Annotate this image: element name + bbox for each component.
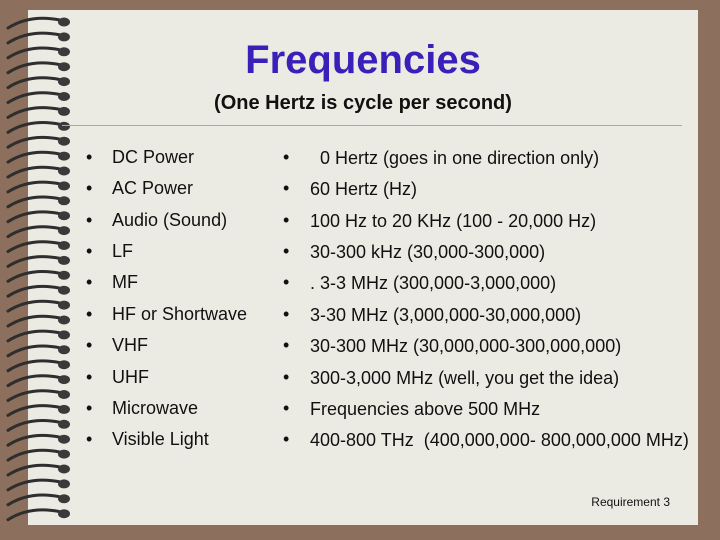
- band-label: AC Power: [112, 178, 194, 198]
- spiral-ring: [8, 182, 60, 192]
- band-label: Microwave: [112, 398, 199, 418]
- binding-hole: [58, 241, 70, 250]
- spiral-ring: [8, 331, 60, 341]
- binding-hole: [58, 345, 70, 354]
- band-label: LF: [112, 241, 134, 261]
- binding-hole: [58, 390, 70, 399]
- spiral-ring: [8, 18, 60, 28]
- footer-label: Requirement 3: [591, 495, 670, 509]
- bullet-icon: •: [86, 398, 93, 418]
- bullet-icon: •: [86, 367, 93, 387]
- binding-hole: [58, 316, 70, 325]
- spiral-ring: [8, 152, 60, 162]
- bullet-icon: •: [283, 210, 290, 230]
- bullet-icon: •: [283, 178, 290, 198]
- bullet-icon: •: [283, 304, 290, 324]
- band-label: Audio (Sound): [112, 210, 228, 230]
- band-frequency: 300-3,000 MHz (well, you get the idea): [310, 368, 620, 388]
- spiral-ring: [8, 346, 60, 356]
- spiral-ring: [8, 227, 60, 237]
- bullet-icon: •: [283, 429, 290, 449]
- band-label: Visible Light: [112, 429, 209, 449]
- bullet-icon: •: [283, 367, 290, 387]
- spiral-ring: [8, 137, 60, 147]
- band-frequency: Frequencies above 500 MHz: [310, 399, 541, 419]
- binding-hole: [58, 181, 70, 190]
- binding-hole: [58, 301, 70, 310]
- spiral-ring: [8, 391, 60, 401]
- band-frequency: 400-800 THz (400,000,000- 800,000,000 MHz): [310, 430, 689, 450]
- slide-title: Frequencies: [245, 38, 481, 82]
- spiral-ring: [8, 316, 60, 326]
- spiral-ring: [8, 361, 60, 371]
- band-frequency: 60 Hertz (Hz): [310, 179, 418, 199]
- band-frequency: 100 Hz to 20 KHz (100 - 20,000 Hz): [310, 211, 597, 231]
- bullet-icon: •: [86, 178, 93, 198]
- spiral-ring: [8, 123, 60, 133]
- binding-hole: [58, 226, 70, 235]
- spiral-ring: [8, 167, 60, 177]
- bullet-icon: •: [86, 210, 93, 230]
- band-frequency: . 3-3 MHz (300,000-3,000,000): [310, 273, 557, 293]
- spiral-ring: [8, 421, 60, 431]
- bullet-icon: •: [283, 272, 290, 292]
- band-frequency: 30-300 kHz (30,000-300,000): [310, 242, 546, 262]
- bullet-icon: •: [86, 147, 93, 167]
- spiral-ring: [8, 286, 60, 296]
- spiral-ring: [8, 242, 60, 252]
- binding-hole: [58, 196, 70, 205]
- spiral-ring: [8, 435, 60, 445]
- band-label: DC Power: [112, 147, 195, 167]
- bullet-icon: •: [283, 147, 290, 167]
- binding-hole: [58, 465, 70, 474]
- binding-hole: [58, 360, 70, 369]
- spiral-ring: [8, 197, 60, 207]
- spiral-ring: [8, 450, 60, 460]
- bullet-icon: •: [86, 272, 93, 292]
- spiral-ring: [8, 301, 60, 311]
- bullet-icon: •: [86, 304, 93, 324]
- binding-hole: [58, 405, 70, 414]
- binding-hole: [58, 420, 70, 429]
- spiral-ring: [8, 495, 60, 505]
- binding-hole: [58, 18, 70, 27]
- binding-hole: [58, 211, 70, 220]
- binding-hole: [58, 479, 70, 488]
- binding-hole: [58, 271, 70, 280]
- binding-hole: [58, 509, 70, 518]
- band-label: HF or Shortwave: [112, 304, 248, 324]
- bullet-icon: •: [86, 429, 93, 449]
- band-label: MF: [112, 272, 138, 292]
- bullet-icon: •: [283, 398, 290, 418]
- bullet-icon: •: [86, 335, 93, 355]
- binding-hole: [58, 450, 70, 459]
- binding-hole: [58, 152, 70, 161]
- spiral-ring: [8, 406, 60, 416]
- slide-subtitle: (One Hertz is cycle per second): [214, 92, 512, 114]
- binding-hole: [58, 375, 70, 384]
- binding-hole: [58, 122, 70, 131]
- binding-hole: [58, 435, 70, 444]
- spiral-ring: [8, 212, 60, 222]
- binding-hole: [58, 137, 70, 146]
- band-label: VHF: [112, 335, 148, 355]
- binding-hole: [58, 494, 70, 503]
- bullet-icon: •: [283, 335, 290, 355]
- spiral-ring: [8, 480, 60, 490]
- spiral-ring: [8, 376, 60, 386]
- bullet-icon: •: [86, 241, 93, 261]
- binding-hole: [58, 256, 70, 265]
- spiral-ring: [8, 272, 60, 282]
- binding-hole: [58, 286, 70, 295]
- binding-hole: [58, 330, 70, 339]
- band-frequency: 30-300 MHz (30,000,000-300,000,000): [310, 336, 622, 356]
- binding-hole: [58, 167, 70, 176]
- divider-line: [62, 125, 682, 126]
- band-frequency: 0 Hertz (goes in one direction only): [310, 148, 600, 168]
- band-label: UHF: [112, 367, 149, 387]
- spiral-ring: [8, 257, 60, 267]
- spiral-ring: [8, 510, 60, 520]
- bullet-icon: •: [283, 241, 290, 261]
- band-frequency: 3-30 MHz (3,000,000-30,000,000): [310, 305, 582, 325]
- spiral-ring: [8, 465, 60, 475]
